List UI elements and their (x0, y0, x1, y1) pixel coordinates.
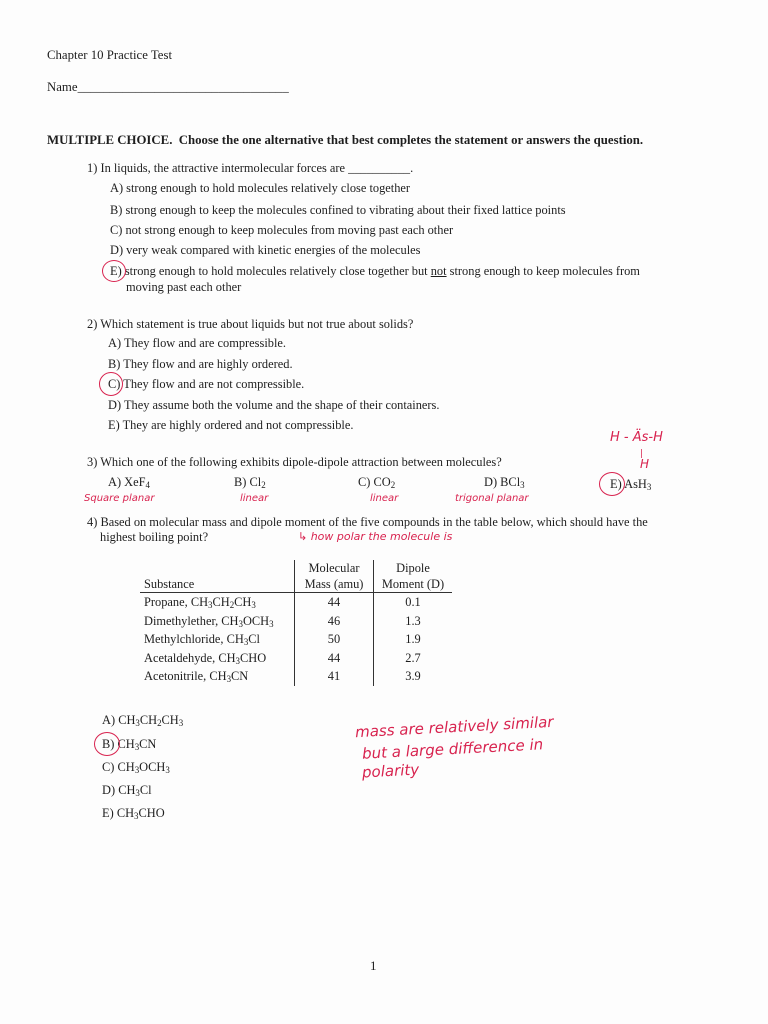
f-sub: 3 (235, 655, 240, 666)
row-name: Acetonitrile, (144, 669, 210, 683)
f: Cl (139, 783, 152, 797)
f-sub: 3 (134, 742, 140, 753)
q2-option-c (108, 377, 304, 392)
q4-e-letter: E) (102, 806, 114, 820)
f: CH (218, 650, 236, 665)
table-row (140, 667, 452, 686)
row-name: Methylchloride, (144, 632, 227, 646)
q3-answer-circle (599, 472, 625, 496)
q4-option-c (102, 760, 170, 775)
q3-option-b (234, 475, 266, 490)
row-mass: 44 (295, 593, 374, 612)
col-header-mass-2: Mass (amu) (295, 576, 374, 593)
q3-b-pre: B) Cl (234, 475, 262, 489)
col-header-mass-1: Molecular (295, 560, 374, 576)
q2-option-d: D) They assume both the volume and the shape of their containers. (108, 398, 440, 412)
table-row (140, 630, 452, 649)
q1-option-e-pre: strong enough to hold molecules relatively close together but (124, 264, 431, 278)
q1-stem (87, 161, 413, 176)
f: CN (231, 669, 249, 683)
q3-option-e-letter: E) (610, 477, 622, 491)
note-polarity: polarity (361, 760, 420, 782)
q1-option-e-cont: moving past each other (126, 280, 242, 294)
row-dipole: 1.3 (405, 613, 421, 628)
f: CH (221, 613, 239, 628)
row-name: Acetaldehyde, (144, 650, 219, 665)
f-sub: 3 (134, 765, 140, 776)
note-mass-similar: mass are relatively similar (354, 712, 554, 742)
q4-c-letter: C) (102, 760, 115, 774)
q4-b-letter: B) (102, 737, 115, 751)
f-sub: 3 (165, 765, 170, 776)
row-dipole: 0.1 (405, 595, 421, 609)
row-mass: 44 (295, 649, 374, 668)
q1-option-d: D) very weak compared with kinetic energies of the molecules (110, 243, 421, 257)
name-label: Name (47, 80, 78, 94)
f: OCH (242, 613, 270, 628)
q2-option-c-letter: C) (108, 377, 121, 391)
f: CH (139, 713, 158, 727)
lewis-bond: | (640, 449, 644, 459)
q3-c-sub: 2 (390, 480, 396, 491)
f: CHO (239, 650, 267, 665)
row-dipole: 3.9 (405, 669, 421, 683)
q1-option-a: A) strong enough to hold molecules relatively close together (110, 181, 411, 195)
f-sub: 3 (135, 718, 140, 729)
row-dipole: 1.9 (405, 632, 421, 646)
f-sub: 3 (243, 637, 249, 648)
instructions-text: Choose the one alternative that best completes the statement or answers the question. (178, 133, 644, 147)
q3-e-sub: 3 (646, 482, 652, 493)
f: CH (116, 806, 135, 820)
note-trigonal-planar: trigonal planar (455, 493, 529, 504)
q4-stem (87, 515, 648, 530)
q2-option-e: E) They are highly ordered and not compressible. (108, 418, 354, 432)
q1-option-e-letter: E) (110, 264, 122, 278)
q1-option-e (110, 264, 640, 279)
instructions (47, 133, 643, 148)
q4-d-letter: D) (102, 783, 116, 797)
f-sub: 3 (238, 618, 243, 629)
lewis-structure-bottom: H (640, 457, 650, 471)
note-how-polar: ↳ how polar the molecule is (298, 530, 453, 543)
q1-option-e-not: not (430, 264, 447, 278)
row-substance (140, 593, 295, 612)
q4-option-e (102, 806, 165, 821)
f: CH (226, 632, 244, 646)
test-title: Chapter 10 Practice Test (47, 48, 173, 62)
col-header-dipole-1: Dipole (396, 561, 430, 575)
f: CN (139, 737, 157, 751)
name-line: _________________________________ (77, 80, 289, 94)
table-row (140, 649, 452, 668)
q3-option-d (484, 475, 525, 490)
q3-d-pre: D) BCl (484, 475, 521, 489)
f-sub: 3 (208, 600, 213, 611)
f: Cl (248, 632, 260, 646)
f-sub: 3 (135, 788, 140, 799)
instructions-lead: MULTIPLE CHOICE. (47, 133, 173, 147)
note-linear-c: linear (370, 493, 399, 504)
q1-answer-circle (102, 260, 126, 282)
q3-stem (87, 455, 502, 470)
row-mass: 46 (295, 612, 374, 631)
q3-option-a (108, 475, 150, 490)
q3-stem-text: Which one of the following exhibits dipole-dipole attraction between molecules? (100, 455, 502, 469)
q3-option-c (358, 475, 395, 490)
f-sub: 3 (178, 718, 184, 729)
col-header-dipole-2: Moment (D) (374, 576, 453, 593)
table-spacer (140, 560, 295, 576)
q3-a-pre: A) XeF (108, 475, 146, 489)
f: CH (190, 595, 209, 609)
row-dipole: 2.7 (405, 650, 421, 665)
f: CH (118, 783, 136, 797)
q3-a-sub: 4 (145, 480, 150, 491)
row-substance (140, 649, 295, 668)
q4-a-letter: A) (102, 713, 116, 727)
note-square-planar: Square planar (84, 493, 155, 504)
q2-stem-text: Which statement is true about liquids but not true about solids? (100, 317, 414, 331)
q2-stem (87, 317, 413, 332)
f-sub: 3 (226, 674, 232, 685)
q3-d-sub: 3 (520, 480, 525, 491)
q1-number: 1) (87, 161, 98, 175)
f: CHO (138, 806, 165, 820)
compound-table (140, 560, 452, 686)
f: CH (118, 713, 136, 727)
row-substance (140, 667, 295, 686)
q2-option-a: A) They flow and are compressible. (108, 336, 287, 350)
row-name: Dimethylether, (144, 613, 222, 628)
q4-option-a (102, 713, 183, 728)
row-substance (140, 630, 295, 649)
q4-number: 4) (87, 515, 98, 529)
q1-option-e-post: strong enough to keep molecules from (446, 264, 640, 278)
q4-stem-line1: Based on molecular mass and dipole moment of the five compounds in the table below, which should have the (100, 515, 648, 529)
q4-answer-circle (94, 732, 120, 756)
f: CH (161, 713, 179, 727)
page-number: 1 (370, 958, 377, 973)
f-sub: 2 (229, 600, 235, 611)
f: CH (212, 595, 230, 609)
q2-number: 2) (87, 317, 98, 331)
q4-option-d (102, 783, 152, 798)
q1-option-b: B) strong enough to keep the molecules confined to vibrating about their fixed lattice points (110, 203, 566, 217)
table-row (140, 593, 452, 612)
col-header-substance: Substance (140, 576, 295, 593)
f-sub: 3 (269, 618, 274, 629)
table-row (140, 612, 452, 631)
row-substance (140, 612, 295, 631)
q3-number: 3) (87, 455, 98, 469)
q1-option-c: C) not strong enough to keep molecules from moving past each other (110, 223, 454, 237)
f: CH (209, 669, 227, 683)
f-sub: 3 (134, 811, 139, 822)
q2-option-c-text: They flow and are not compressible. (123, 377, 305, 391)
q3-c-pre: C) CO (358, 475, 391, 489)
f-sub: 3 (251, 600, 256, 611)
f-sub: 2 (157, 718, 162, 729)
q3-e-pre: AsH (624, 477, 647, 491)
q4-stem-line2: highest boiling point? (100, 530, 209, 544)
row-mass: 50 (295, 630, 374, 649)
note-linear-b: linear (240, 493, 269, 504)
q3-b-sub: 2 (261, 480, 266, 491)
lewis-structure-top: H - Äs-H (610, 430, 663, 445)
f: CH (117, 737, 135, 751)
f: CH (234, 595, 252, 609)
row-name: Propane, (144, 595, 191, 609)
f: OCH (139, 760, 166, 774)
f: CH (117, 760, 135, 774)
q2-answer-circle (99, 372, 123, 396)
name-field[interactable] (47, 80, 289, 95)
q2-option-b: B) They flow and are highly ordered. (108, 357, 293, 371)
row-mass: 41 (295, 667, 374, 686)
note-large-difference: but a large difference in (361, 735, 544, 763)
q1-stem-text: In liquids, the attractive intermolecular forces are __________. (100, 161, 414, 175)
